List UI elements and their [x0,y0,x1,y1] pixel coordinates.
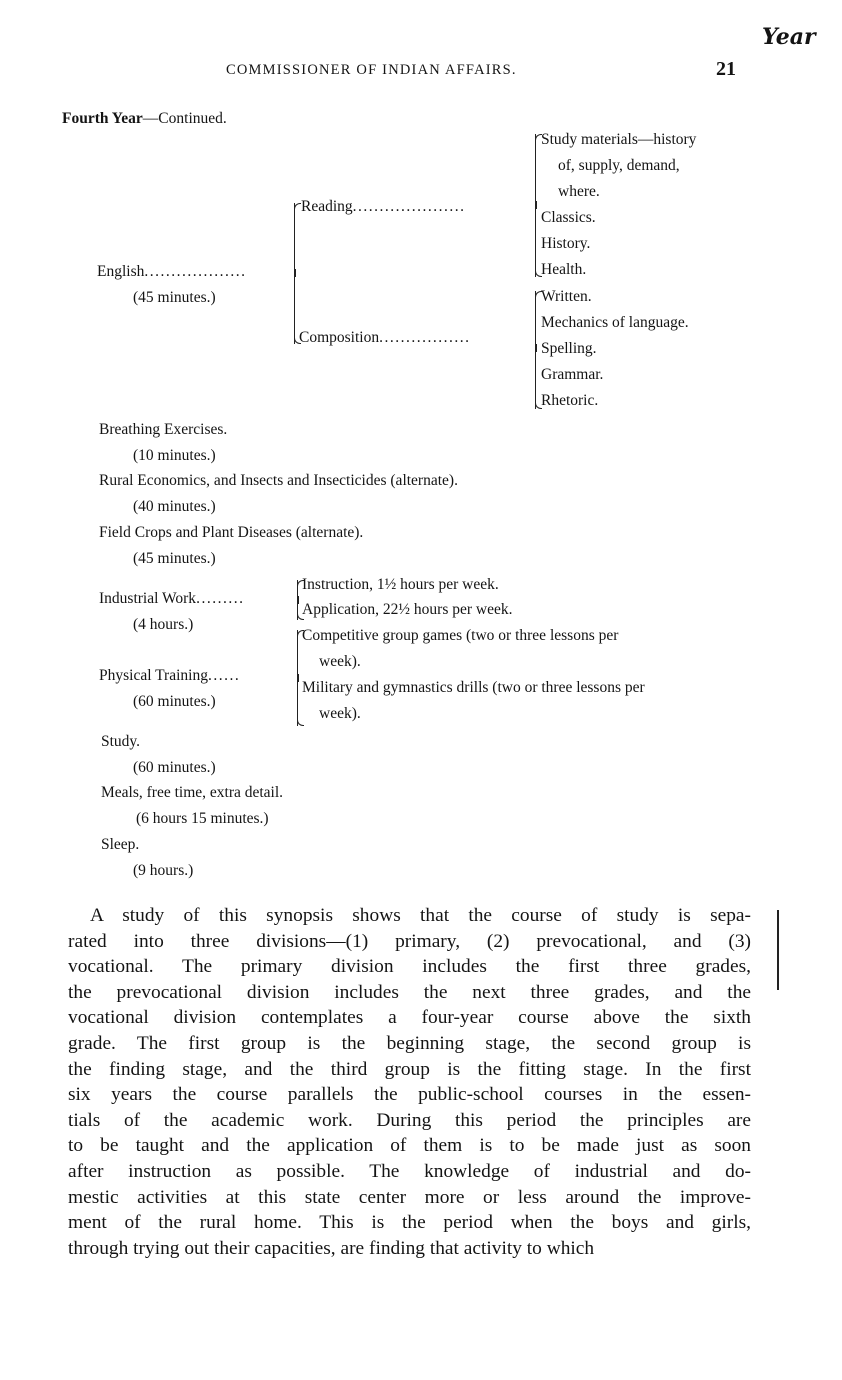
industrial-brace [297,580,298,620]
reading-brace [535,134,536,277]
industrial-label: Industrial Work......... [99,590,245,607]
physical-item: Military and gymnastics drills (two or three lessons per [302,679,645,696]
paragraph-line: the finding stage, and the third group is the fitting stage. In the first [68,1058,751,1080]
composition-item: Spelling. [541,340,597,357]
subject-label: Sleep. [101,836,140,853]
english-brace [294,203,295,344]
section-heading-continued: —Continued. [142,110,227,127]
subject-duration: (6 hours 15 minutes.) [136,810,269,827]
subject-duration: (40 minutes.) [133,498,216,515]
reading-item: Health. [541,261,587,278]
reading-item: where. [558,183,600,200]
reading-item: Study materials—history [541,131,697,148]
industrial-duration: (4 hours.) [133,616,194,633]
running-title: COMMISSIONER OF INDIAN AFFAIRS. [226,62,517,78]
paragraph-line: A study of this synopsis shows that the course of study is sepa- [90,905,751,926]
industrial-item: Application, 22½ hours per week. [302,601,513,618]
paragraph-line: ment of the rural home. This is the period when the boys and girls, [68,1212,751,1234]
composition-label: Composition................. [299,329,471,346]
reading-item: Classics. [541,209,596,226]
subject-duration: (10 minutes.) [133,447,216,464]
composition-item: Rhetoric. [541,392,599,409]
subject-duration: (9 hours.) [133,862,194,879]
composition-item: Mechanics of language. [541,314,689,331]
paragraph-line: rated into three divisions—(1) primary, (2) prevocational, and (3) [68,930,751,952]
composition-brace [535,291,536,409]
physical-item: week). [319,653,361,670]
reading-item: History. [541,235,591,252]
industrial-item: Instruction, 1½ hours per week. [302,576,499,593]
english-duration: (45 minutes.) [133,289,216,306]
section-heading-bold: Fourth Year [62,110,143,127]
paragraph-line: the prevocational division includes the next three grades, and the [68,981,751,1003]
paragraph-line: after instruction as possible. The knowledge of industrial and do- [68,1160,751,1182]
paragraph-line: vocational division contemplates a four-year course above the sixth [68,1007,751,1029]
paragraph-line: to be taught and the application of them is to be made just as soon [68,1135,751,1157]
physical-brace [297,630,298,726]
subject-label: Meals, free time, extra detail. [101,784,284,801]
reading-label: Reading..................... [301,198,466,215]
section-heading [62,110,227,128]
physical-item: Competitive group games (two or three lessons per [302,627,619,644]
paragraph-line: six years the course parallels the public-school courses in the essen- [68,1084,751,1106]
physical-item: week). [319,705,361,722]
margin-mark [777,910,779,990]
subject-label: Breathing Exercises. [99,421,228,438]
subject-duration: (60 minutes.) [133,759,216,776]
paragraph-line: mestic activities at this state center more or less around the improve- [68,1186,751,1208]
paragraph-line: vocational. The primary division includes the first three grades, [68,956,751,978]
subject-label: Study. [101,733,141,750]
reading-item: of, supply, demand, [558,157,680,174]
paragraph-line: through trying out their capacities, are finding that activity to which [68,1237,595,1259]
handwritten-annotation: Year [762,24,816,50]
english-label: English................... [97,263,247,280]
composition-item: Grammar. [541,366,604,383]
subject-duration: (45 minutes.) [133,550,216,567]
subject-label: Rural Economics, and Insects and Insecticides (alternate). [99,472,458,489]
physical-duration: (60 minutes.) [133,693,216,710]
page-number: 21 [716,58,736,80]
paragraph-line: tials of the academic work. During this period the principles are [68,1109,751,1131]
body-paragraph [68,903,751,1261]
physical-label: Physical Training...... [99,667,241,684]
subject-label: Field Crops and Plant Diseases (alternate). [99,524,364,541]
paragraph-line: grade. The first group is the beginning stage, the second group is [68,1032,751,1054]
composition-item: Written. [541,288,592,305]
